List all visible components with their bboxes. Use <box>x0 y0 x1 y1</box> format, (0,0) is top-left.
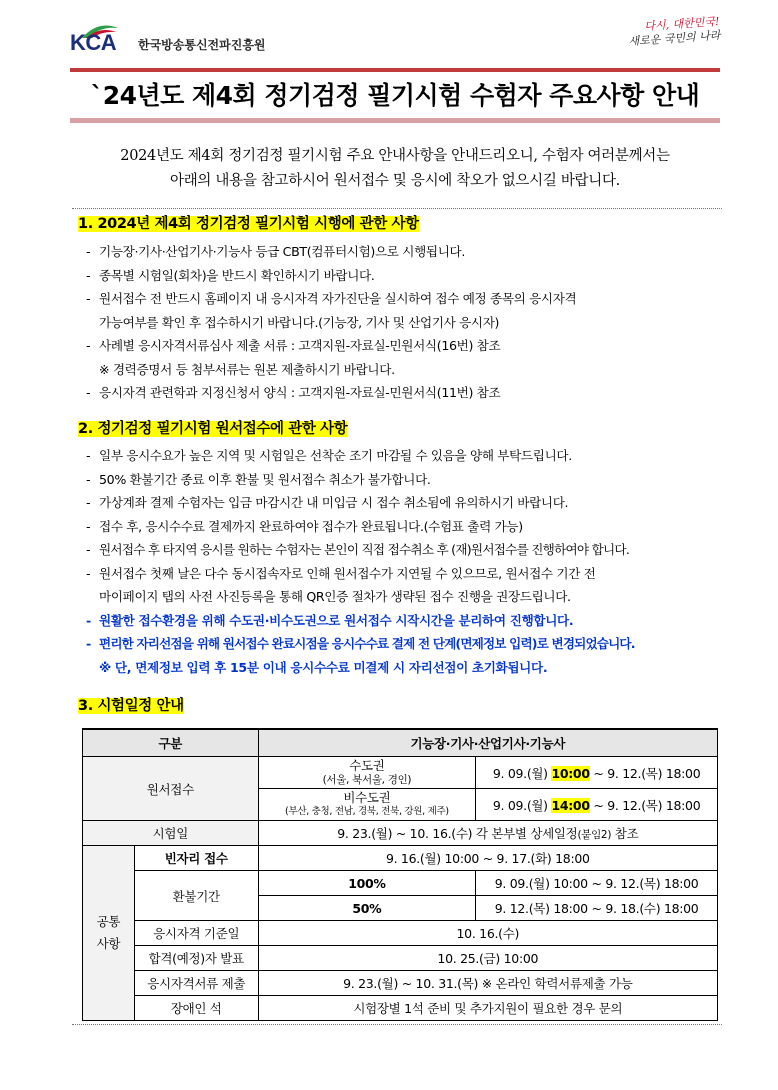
section-3-heading: 3. 시험일정 안내 <box>78 698 184 714</box>
pass-label: 합격(예정)자 발표 <box>134 946 258 971</box>
refund-100-label: 100% <box>258 871 476 896</box>
header-grades: 기능장·기사·산업기사·기능사 <box>258 729 717 757</box>
list-item-continuation: 가능여부를 확인 후 접수하시기 바랍니다.(기능장, 기사 및 산업기사 응시자) <box>99 314 500 330</box>
bottom-divider <box>72 1024 722 1025</box>
metro-cell: 수도권 (서울, 북서울, 경인) <box>258 757 476 789</box>
qual-value: 10. 16.(수) <box>258 921 717 946</box>
table-row <box>83 871 718 896</box>
refund-100-value: 9. 09.(월) 10:00 ~ 9. 12.(목) 18:00 <box>476 871 718 896</box>
intro-paragraph <box>70 144 720 194</box>
slogan-line-1: 다시, 대한민국! <box>643 14 720 34</box>
page-header <box>70 14 721 62</box>
table-row <box>83 971 718 996</box>
list-item: - 가상계좌 결제 수험자는 입금 마감시간 내 미입금 시 접수 취소됨에 유의하시기 바랍니다. <box>86 495 569 510</box>
metro-date: 9. 09.(월) 10:00 ~ 9. 12.(목) 18:00 <box>476 757 718 789</box>
section-2-heading: 2. 정기검정 필기시험 원서접수에 관한 사항 <box>78 421 348 437</box>
list-item: - 원서접수 전 반드시 홈페이지 내 응시자격 자가진단을 실시하여 접수 예정 종목의 응시자격 <box>86 291 577 306</box>
org-name: 한국방송통신전파진흥원 <box>138 38 266 52</box>
table-row <box>83 846 718 871</box>
list-note-notice: ※ 단, 면제정보 입력 후 15분 이내 응시수수료 미결제 시 자리선점이 초기화됩니다. <box>99 659 548 675</box>
section-2-list <box>86 444 716 679</box>
table-row <box>83 946 718 971</box>
table-row <box>83 757 718 789</box>
docs-label: 응시자격서류 제출 <box>134 971 258 996</box>
title-bottom-rule <box>70 118 720 123</box>
slogan <box>627 15 721 49</box>
section-1-heading: 1. 2024년 제4회 정기검정 필기시험 시행에 관한 사항 <box>78 216 419 232</box>
qual-label: 응시자격 기준일 <box>134 921 258 946</box>
list-item-notice: - 원활한 접수환경을 위해 수도권·비수도권으로 원서접수 시작시간을 분리하여 진행합니다. <box>86 612 574 628</box>
list-item: - 사례별 응시자격서류심사 제출 서류 : 고객지원-자료실-민원서식(16번) 참조 <box>86 338 501 353</box>
list-item: - 50% 환불기간 종료 이후 환불 및 원서접수 취소가 불가합니다. <box>86 471 431 487</box>
table-row <box>83 921 718 946</box>
vacant-value: 9. 16.(월) 10:00 ~ 9. 17.(화) 18:00 <box>258 846 717 871</box>
header-category: 구분 <box>83 729 259 757</box>
intro-line-2: 아래의 내용을 참고하시어 원서접수 및 응시에 착오가 없으시길 바랍니다. <box>170 173 620 189</box>
table-row <box>83 821 718 846</box>
docs-value: 9. 23.(월) ~ 10. 31.(목) ※ 온라인 학력서류제출 가능 <box>258 971 717 996</box>
apply-label: 원서접수 <box>83 757 259 821</box>
nonmetro-cell: 비수도권 (부산, 충청, 전남, 경북, 전북, 강원, 제주) <box>258 789 476 821</box>
list-item: - 종목별 시험일(회차)을 반드시 확인하시기 바랍니다. <box>86 267 375 283</box>
list-item: - 접수 후, 응시수수료 결제까지 완료하여야 접수가 완료됩니다.(수험표 출력 가능) <box>86 518 523 534</box>
exam-label: 시험일 <box>83 821 259 846</box>
list-item: - 기능장·기사·산업기사·기능사 등급 CBT(컴퓨터시험)으로 시행됩니다. <box>86 244 465 259</box>
list-item: - 응시자격 관련학과 지정신청서 양식 : 고객지원-자료실-민원서식(11번) 참조 <box>86 385 501 400</box>
section-1-list <box>86 240 716 405</box>
refund-50-value: 9. 12.(목) 18:00 ~ 9. 18.(수) 18:00 <box>476 896 718 921</box>
intro-line-1: 2024년도 제4회 정기검정 필기시험 주요 안내사항을 안내드리오니, 수험자 여러분께서는 <box>120 148 670 164</box>
table-row <box>83 996 718 1021</box>
pass-value: 10. 25.(금) 10:00 <box>258 946 717 971</box>
refund-label: 환불기간 <box>134 871 258 921</box>
list-item-continuation: 마이페이지 탭의 사전 사진등록을 통해 QR인증 절차가 생략된 접수 진행을 권장드립니다. <box>99 589 571 604</box>
disabled-label: 장애인 석 <box>134 996 258 1021</box>
kca-logo <box>70 22 266 56</box>
list-note: ※ 경력증명서 등 첨부서류는 원본 제출하시기 바랍니다. <box>99 361 395 377</box>
page-title: `24년도 제4회 정기검정 필기시험 수험자 주요사항 안내 <box>90 81 700 110</box>
schedule-table <box>82 728 718 1021</box>
list-item: - 원서접수 첫째 날은 다수 동시접속자로 인해 원서접수가 지연될 수 있으므로, 원서접수 기간 전 <box>86 565 596 581</box>
exam-value: 9. 23.(월) ~ 10. 16.(수) 각 본부별 상세일정(붙임2) 참조 <box>258 821 717 846</box>
disabled-value: 시험장별 1석 준비 및 추가지원이 필요한 경우 문의 <box>258 996 717 1021</box>
common-label: 공통 사항 <box>83 846 135 1021</box>
slogan-line-2: 새로운 국민의 나라 <box>628 28 721 49</box>
list-item: - 원서접수 후 타지역 응시를 원하는 수험자는 본인이 직접 접수취소 후 (재)원서접수를 진행하여야 합니다. <box>86 542 630 557</box>
title-top-rule <box>70 68 720 72</box>
logo-text: KCA <box>70 30 117 55</box>
list-item-notice: - 편리한 자리선점을 위해 원서접수 완료시점을 응시수수료 결제 전 단계(면제정보 입력)로 변경되었습니다. <box>86 636 635 651</box>
table-header-row <box>83 729 718 757</box>
vacant-label: 빈자리 접수 <box>134 846 258 871</box>
refund-50-label: 50% <box>258 896 476 921</box>
divider <box>72 208 722 209</box>
nonmetro-date: 9. 09.(월) 14:00 ~ 9. 12.(목) 18:00 <box>476 789 718 821</box>
list-item: - 일부 응시수요가 높은 지역 및 시험일은 선착순 조기 마감될 수 있음을 양해 부탁드립니다. <box>86 448 572 463</box>
